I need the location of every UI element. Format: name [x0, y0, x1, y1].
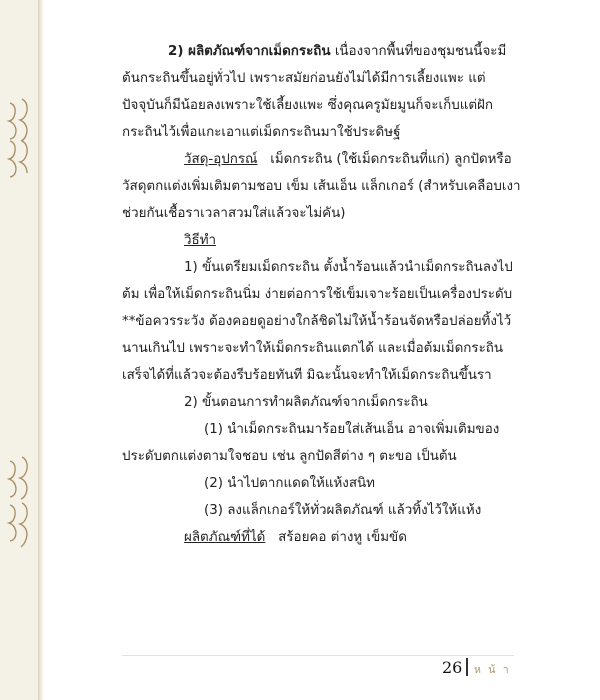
method-label-text: วิธีทำ: [184, 233, 217, 248]
intro-line-4: กระถินไว้เพื่อแกะเอาแต่เม็ดกระถินมาใช้ประดิษฐ์: [122, 125, 401, 140]
intro-line-3: ปัจจุบันก็มีน้อยลงเพราะใช้เลี้ยงแพะ ซึ่งคุณครูมัยมูนก็จะเก็บแต่ฝัก: [122, 98, 493, 113]
thai-ornament-bottom: [2, 455, 36, 560]
sub-step-2: (2) นำไปตากแดดให้แห้งสนิท: [204, 476, 375, 491]
products-line: [184, 530, 514, 546]
page-number: 26: [442, 658, 463, 677]
intro-text-1: เนื่องจากพื้นที่ของชุมชนนี้จะมี: [334, 44, 507, 59]
step2-title: 2) ขั้นตอนการทำผลิตภัณฑ์จากเม็ดกระถิน: [184, 395, 428, 410]
intro-line-2: ต้นกระถินขึ้นอยู่ทั่วไป เพราะสมัยก่อนยังไม่ได้มีการเลี้ยงแพะ แต่: [122, 71, 486, 86]
page-number-separator: [466, 658, 468, 676]
section-heading: 2) ผลิตภัณฑ์จากเม็ดกระถิน: [168, 44, 331, 59]
step1-line-5: เสร็จได้ที่แล้วจะต้องรีบร้อยทันที มิฉะนั้นจะทำให้เม็ดกระถินขึ้นรา: [122, 368, 492, 383]
products-label: ผลิตภัณฑ์ที่ได้: [184, 530, 266, 545]
products-text: สร้อยคอ ต่างหู เข็มขัด: [278, 530, 407, 545]
sub-step-1-line-2: ประดับตกแต่งตามใจชอบ เช่น ลูกปัดสีต่าง ๆ ตะขอ เป็นต้น: [122, 449, 457, 464]
intro-line-1: [122, 44, 514, 60]
materials-text-1: เม็ดกระถิน (ใช้เม็ดกระถินที่แก่) ลูกปัดหรือ: [270, 152, 512, 167]
materials-line-2: วัสดุตกแต่งเพิ่มเติมตามชอบ เข็ม เส้นเอ็น แล็กเกอร์ (สำหรับเคลือบเงา: [122, 179, 521, 194]
step1-line-3: **ข้อควรระวัง ต้องคอยดูอย่างใกล้ชิดไม่ให้น้ำร้อนจัดหรือปล่อยทิ้งไว้: [122, 314, 512, 329]
page-word-label: ห น้ า: [474, 664, 511, 676]
sub-step-1-line-1: (1) นำเม็ดกระถินมาร้อยใส่เส้นเอ็น อาจเพิ่มเติมของ: [204, 422, 500, 437]
sub-step-3: (3) ลงแล็กเกอร์ให้ทั่วผลิตภัณฑ์ แล้วทิ้งไว้ให้แห้ง: [204, 503, 482, 518]
materials-line-1: [122, 152, 514, 168]
step1-line-1: 1) ขั้นเตรียมเม็ดกระถิน ตั้งน้ำร้อนแล้วนำเม็ดกระถินลงไป: [184, 260, 513, 275]
materials-line-3: ช่วยกันเชื้อราเวลาสวมใส่แล้วจะไม่คัน): [122, 206, 346, 221]
step1-line-4: นานเกินไป เพราะจะทำให้เม็ดกระถินแตกได้ และเมื่อต้มเม็ดกระถิน: [122, 341, 504, 356]
method-label: [184, 233, 264, 249]
materials-label: วัสดุ-อุปกรณ์: [184, 152, 258, 167]
decorative-margin-strip: [0, 0, 39, 700]
step1-line-2: ต้ม เพื่อให้เม็ดกระถินนิ่ม ง่ายต่อการใช้เข็มเจาะร้อยเป็นเครื่องประดับ: [122, 287, 513, 302]
page-edge-shadow: [38, 0, 44, 700]
thai-ornament-top: [2, 95, 36, 185]
footer-divider: [122, 655, 514, 656]
